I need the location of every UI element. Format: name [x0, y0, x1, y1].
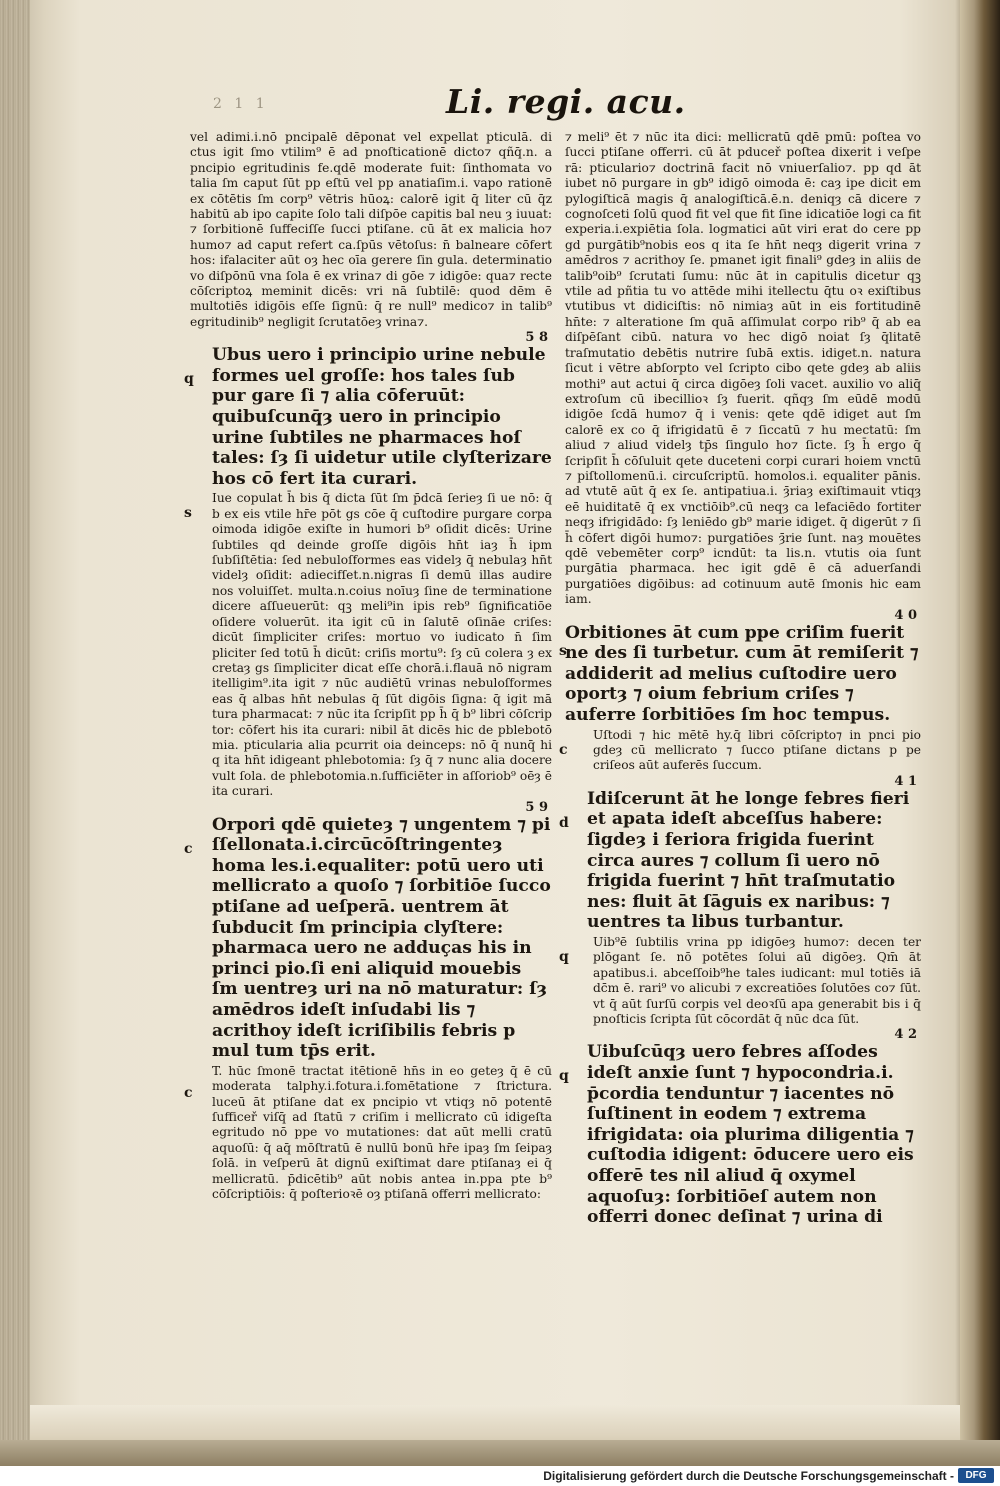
section-number: 4 1	[894, 773, 917, 789]
guide-letter: q	[559, 1068, 569, 1085]
book-spine-shadow	[960, 0, 1000, 1466]
footer-bar	[0, 1466, 1000, 1486]
left-column	[184, 130, 552, 1202]
guide-letter: d	[559, 814, 569, 831]
running-head: Li. regi. acu.	[446, 82, 686, 121]
aphorism-text	[184, 345, 552, 489]
commentary-body: Uib⁹ē ſubtilis vrina pp idigōeȝ humo⁊: decen ter plōgant ſe. nō potētes ſolui aū digōeȝ. Qm̄ āt apatibus.i. abceſſoib⁹he tales iudicant: mul totiēs iā dc̄m ē. rari⁹ vo alicubi ⁊ excreatiōes ſolutōes co⁊ ſūt. vt q̄ aūt ſurſū corpis vel deoꝛſū apa generabit bis i q̄ pnoſticis ſcripta ſūt cōcordāt q̄ nūc dca ſūt.	[593, 934, 921, 1026]
aphorism-body: Orpori qdē quieteȝ ⁊ ungentem ⁊ pi ſſellonata.i.circūcōſtringenteȝ homa les.i.equaliter: potū uero uti mellicrato a quoſo ⁊ ſorbitiōe ſucco ptiſane ad ueſperā. uentrem āt ſubducit ſm principia clyſtere: pharmaca uero ne adduças his in princi pio.ſi eni aliquid mouebis ſm uentreȝ uri na nō maturatur: ſȝ amēdros ideſt inſudabi lis ⁊ acrithoy ideſt icriſibilis febris p mul tum tp̄s erit.	[212, 814, 551, 1062]
guide-letter: q	[184, 371, 194, 388]
section-number: 5 8	[525, 330, 548, 346]
guide-letter: q	[559, 948, 569, 965]
commentary-block	[184, 1063, 552, 1203]
aphorism-text	[184, 814, 552, 1062]
aphorism-body: Ubus uero i principio urine nebule formes uel groſſe: hos tales ſub pur gare ſi ⁊ alia cōferuūt: quibuſcunq̄ȝ uero in principio urine ſubtiles ne pharmaces hoſ tales: ſȝ ſi uidetur utile clyſterizare hos cō fert ita curari.	[212, 345, 552, 489]
guide-letter: c	[184, 840, 193, 857]
commentary-body: Uſtodi ⁊ hic mētē hy.q̄ libri cōſcripto⁊ in pnci pio gdeȝ cū mellicrato ⁊ ſucco ptiſane dictans p pe criſeos aūt auferēs ſuccum.	[593, 727, 921, 773]
guide-letter: s	[559, 642, 567, 659]
guide-letter: s	[184, 505, 192, 522]
section-number: 5 9	[525, 799, 548, 815]
aphorism-body: Uibuſcūqȝ uero febres aſſodes ideſt anxie ſunt ⁊ hypocondria.i. p̄cordia tenduntur ⁊ iacentes nō ſuſtinent in eodem ⁊ extrema ifrigidata: oia plurima diligentia ⁊ cuſtodia idigent: ōducere uero eis offerē tes nil aliud q̄ oxymel aquoſuȝ: ſorbitiōeſ autem non offerri donec deſinat ⁊ urina di	[587, 1042, 914, 1228]
guide-letter: c	[559, 741, 568, 758]
dfg-logo: DFG	[958, 1468, 994, 1483]
aphorism-body: Idiſcerunt āt he longe febres fieri et apata ideſt abceſſus habere: ſigdeȝ i feriora frigida fuerint circa aures ⁊ collum ſi uero nō frigida fuerint ⁊ hn̄t traſmutatio nes: fluit āt ſāguis ex naribus: ⁊ uentres ta libus turbantur.	[587, 788, 910, 933]
commentary-block	[559, 727, 921, 774]
aphorism-text	[559, 1042, 921, 1228]
right-column	[559, 130, 921, 1228]
folio-mark: 2 1 1	[213, 96, 269, 112]
book-bottom-edge	[0, 1440, 1000, 1466]
commentary-body: T. hūc ſmonē tractat itētionē hn̄s in eo geteȝ q̄ ē cū moderata talphy.i.fotura.i.fomētatione ⁊ ſtrictura. luceū āt ptiſane dat ex pncipio vt vtiqȝ nō potentē ſufficeř viſq̄ ad ſtatū ⁊ criſim i mellicrato cū idigeſta egritudo nō ppe vo mutationes: dat aūt melli cratū aquoſū: q̄ aq̄ mōſtratū ē nullū bonū hr̄e ipaȝ ſm ſeipaȝ ſolā. in veſperū āt dignū exiſtimat dare ptiſanaȝ ei q̄ mellicratū. p̄dicētib⁹ aūt nobis antea in.ppa pte b⁹ cōſcriptiōis: q̄ poſterioꝛē oȝ ptiſanā offerri mellicrato:	[212, 1063, 552, 1201]
commentary-block: ⁊ meli⁹ ēt ⁊ nūc ita dici: mellicratū qdē pmū: poſtea vo ſucci ptiſane offerri. cū āt pduceř poſtea dixerit i veſpe rā: pticulario⁊ doctrinā facit nō vniuerſalio⁊. pp qd āt iubet nō purgare in gb⁹ idigō oimoda ē: caȝ ipe dicit em pylogiſticā magis q̄ analogiſticā.ē.n. deniqȝ cā dicere ⁊ cognoſceti ſolū quod fit vel que fit ſine idicatiōe logi ca fit experia.i.expiētia ſola. logmatici aūt viri erat do cere pp gd purgātib⁹nobis eos q ita ſe hn̄t neqȝ digerit vrina ⁊ amēdros ⁊ acrithoy ſe. pmanet igit finali⁹ gdeȝ in aliis de talib⁹oib⁹ ſcrutati ſumu: nūc āt in capitulis dicetur qꝫ vtile ad pñtia tu vo attēde mihi itellectu q̄tu oꝛ exiſtibus vtutibus vt didiciſtis: nō nimiaȝ aūt in eis fortitudinē hn̄te: ⁊ alteratione ſm quā aſſimulat corpo rib⁹ q̄ ab ea diſpēſant cibū. natura vo hec digō noiat ſȝ q̄litatē traſmutatio debētis nutrire ſubā extis. idiget.n. natura ſicut i vētre abſorpto vel ſcripto cibo qete gdeȝ ab aliis mothi⁹ aut actui q̄ circa digōeȝ ſoli vacet. auxilio vo aliq̄ extroſum cū ibecillioꝛ ſȝ fuerit. qñqȝ ſm eūdē modū idigōe ſcdā humo⁊ q̄ i venis: qete qdē idiget aut ſm calorē ex co q̄ ifrigidatū ē ⁊ ſiccatū ⁊ hu mectatū: ſm aliud ⁊ aliud videlȝ tp̄s ſingulo ho⁊ ſicte. ſȝ h̄ ergo q̄ ſcripſit h̄ cōſuluit qete duceteni corpi curari hoiem vnctū ⁊ piſtollomenū.i. circuſcriptū. homolos.i. equaliter pānis. ad vtutē aūt q̄ ex ſe. antipatiua.i. ȝ̄riaȝ exiſtimauit vtiqȝ eē huiditatē q̄ ex vnctiōib⁹.cū neqȝ ca lefaciēdo fortiter neqȝ ifrigidādo: ſȝ leniēdo gb⁹ marie idiget. q̄ digerūt ⁊ ſi h̄ cōfert digōi humo⁊: purgatiōes ȝ̄rie ſunt. naȝ mouētes qdē vebemēter corp⁹ icndūt: ta lis.n. vtutis oia ſunt purgātia pharmaca. hec igit gdē ē cā aduerſandi purgatiōes digōibus: ad cotinuum autē ſmonis hic eam iam.	[565, 130, 921, 607]
commentary-block: vel adimi.i.nō pncipalē dēponat vel expellat pticulā. di ctus igit ſmo vtilim⁹ ē ad pnoſticationē dicto⁊ qñq̄.n. a pncipio egritudinis fe.qdē moderate fuit: ſinthomata vo talia ſm caput ſūt pp eſtū vel pp anatiaſim.i. vapo rationē ex cōtētis ſm corp⁹ vētris hūoꝝ: calorē igit q̄ liter cū q̄z habitū ab ipo capite ſolo tali diſpōe capitis bal neu ȝ iuuat: ⁊ ſorbitionē ſuffeciſſe ſucci ptiſane. cū āt ex malicia ho⁊ humo⁊ ad caput refert ca.ſpūs vētoſus: n̄ balneare cōfert hos: ifalaciter aūt oȝ hec oīa gerere ſin gula. determinatio vo diſpōnū vna ſola ē ex vrina⁊ di gōe ⁊ idigōe: qua⁊ recte cōſcriptoꝝ meminit dicēs: vri nā ſubtilē: quod dēm ē multotiēs idigōis eſſe ſignū: q̄ re null⁹ medico⁊ in talib⁹ egritudinib⁹ negligit ſcrutatōeȝ vrina⁊.	[190, 130, 552, 329]
section-number: 4 2	[894, 1027, 917, 1043]
commentary-block	[559, 934, 921, 1027]
section-number: 4 0	[894, 607, 917, 623]
commentary-body: Iue copulat h̄ bis q̄ dicta ſūt ſm p̄dcā ſerieȝ ſi ue nō: q̄ b ex eis vtile hr̄e pōt gs cōe q̄ cuſtodire purgare corpa oimoda idigōe exiſte in humori b⁹ oſidit dicēs: Urine ſubtiles qd deinde groſſe digōis hn̄t iaȝ h̄ ipm ſubſiſtētia: ſed nebuloſformes eas videlȝ q̄ nebulaȝ hn̄t videlȝ oſidit: adiecifſet.n.nigras ſi demū illas audire nos voluiſſet. multa.n.coius noīuȝ ſine de terminatione dicere aſſueuerūt: qꝫ meli⁹in ipis reb⁹ ſignificatiōe oſidere voluerūt. ita igit cū in ſalutē oſināe criſes: dicūt ſimpliciter criſes: mortuo vo iudicato n̄ ſim pliciter ſed totū h̄ dicūt: criſis mortu⁹: ſȝ cū colera ȝ ex cretaȝ gs ſimpliciter dicat eſſe chorā.i.flauā nō nigram itelligim⁹.ita igit ⁊ nūc audiētū vrinas nebuloſformes eas q̄ albas hn̄t nebulas q̄ ſūt digōis ſigna: q̄ igit mā tura pharmacat: ⁊ nūc ita ſcripſit pp h̄ q̄ b⁹ libri cōſcrip tor: cōfert his ita curari: nibil āt dicēs hic de pblebotō mia. pticularia alia pcurrit oia deinceps: nō q̄ nunq̄ hi q ita hn̄t idigeant phlebotomia: ſȝ q̄ ⁊ nunc alia docere vult ſola. de phlebotomia.n.ſufficiēter in aſſoriob⁹ oēȝ ē ita curari.	[212, 491, 552, 799]
aphorism-text	[559, 788, 921, 933]
commentary-block	[184, 491, 552, 799]
aphorism-text	[559, 622, 921, 726]
left-page-stack	[0, 0, 30, 1466]
funding-notice: Digitalisierung gefördert durch die Deutsche Forschungsgemeinschaft -	[543, 1469, 954, 1483]
guide-letter: c	[184, 1084, 193, 1101]
aphorism-body: Orbitiones āt cum ppe criſim fuerit ne des ſi turbetur. cum āt remiſerit ⁊ addiderit ad melius cuſtodire uero oportȝ ⁊ oium febrium criſes ⁊ auferre ſorbitiōes ſm hoc tempus.	[565, 622, 919, 725]
